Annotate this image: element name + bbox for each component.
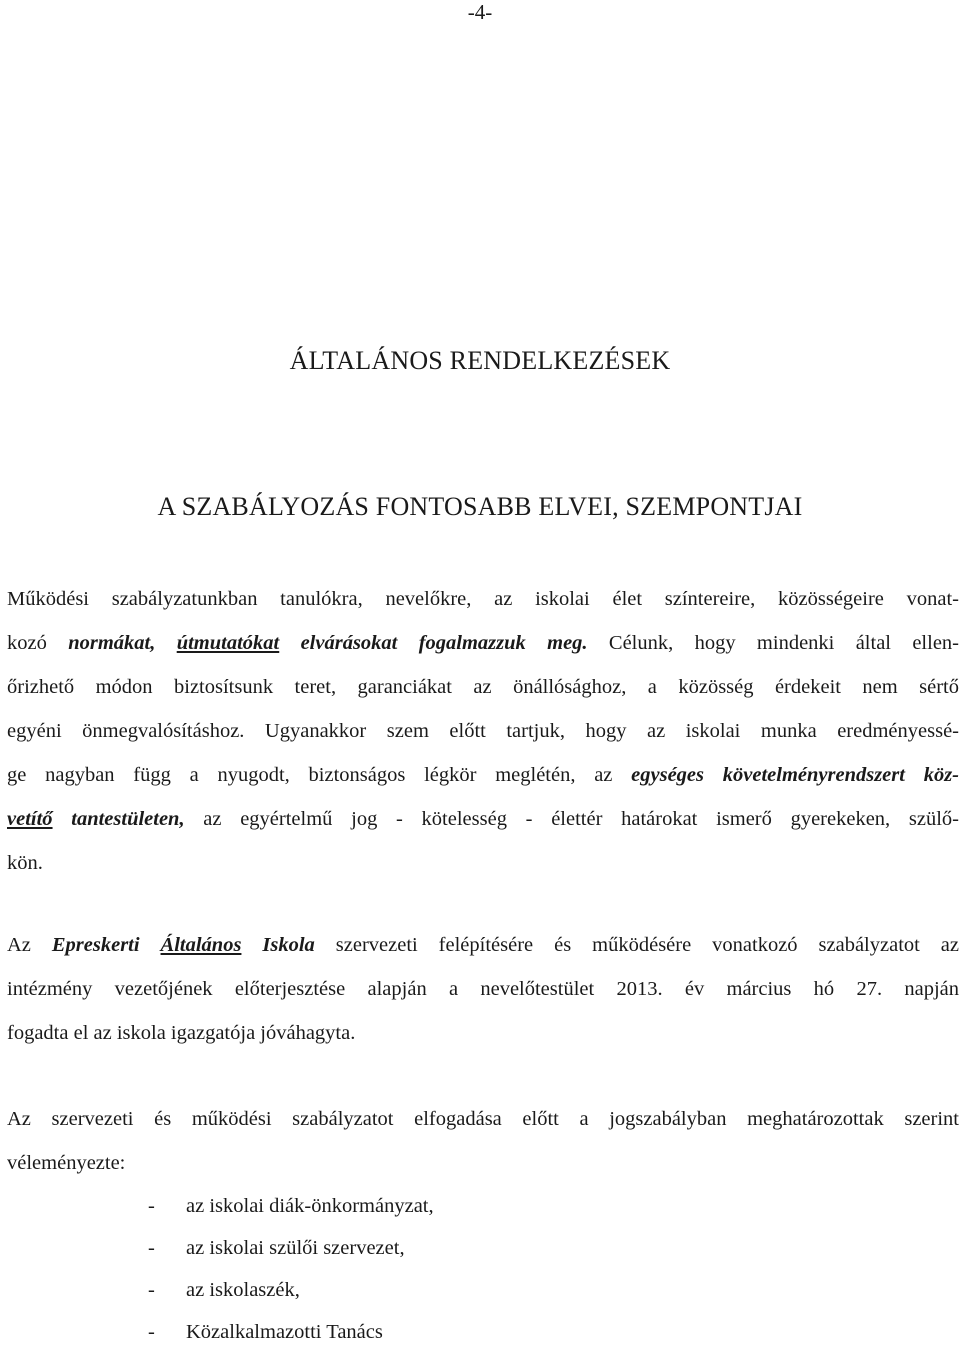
- paragraph-line: fogadta el az iskola igazgatója jóváhagyta.: [7, 1022, 356, 1044]
- text-run: szervezeti felépítésére és működésére vonatkozó szabályzatot az: [314, 934, 959, 956]
- paragraph-line: kön.: [7, 852, 43, 874]
- list-item: [148, 1275, 300, 1305]
- list-item-text: Közalkalmazotti Tanács: [186, 1321, 383, 1343]
- paragraph-line: egyéni önmegvalósításhoz. Ugyanakkor szem előtt tartjuk, hogy az iskolai munka eredményessé-: [7, 720, 959, 742]
- paragraph-line: intézmény vezetőjének előterjesztése alapján a nevelőtestület 2013. év március hó 27. napján: [7, 978, 959, 1000]
- paragraph-line: véleményezte:: [7, 1152, 126, 1174]
- main-heading: ÁLTALÁNOS RENDELKEZÉSEK: [289, 346, 671, 375]
- text-run: Célunk, hogy mindenki által ellen-: [587, 632, 960, 654]
- list-item-text: az iskolaszék,: [186, 1279, 300, 1301]
- emphasis-text: tantestületen,: [52, 808, 185, 830]
- text-run: Az: [7, 934, 52, 956]
- list-item: [148, 1191, 434, 1221]
- school-name-part: Iskola: [241, 934, 315, 956]
- list-dash: -: [148, 1237, 155, 1259]
- text-run: az egyértelmű jog - kötelesség - élettér határokat ismerő gyerekeken, szülő-: [184, 808, 959, 830]
- emphasis-underlined-text: útmutatókat: [176, 632, 280, 654]
- list-dash: -: [148, 1321, 155, 1343]
- list-item: [148, 1233, 405, 1263]
- list-item: [148, 1317, 383, 1347]
- school-name-part: Epreskerti: [51, 934, 140, 956]
- paragraph-line: [7, 760, 959, 790]
- paragraph-line: [7, 930, 959, 960]
- text-run: ge nagyban függ a nyugodt, biztonságos légkör meglétén, az: [7, 764, 632, 786]
- list-dash: -: [148, 1279, 155, 1301]
- emphasis-text: normákat,: [68, 632, 177, 654]
- paragraph-line: [7, 804, 959, 834]
- emphasis-underlined-text: vetítő: [7, 808, 53, 830]
- paragraph-line: Az szervezeti és működési szabályzatot elfogadása előtt a jogszabályban meghatározottak szerint: [7, 1108, 959, 1130]
- list-item-text: az iskolai szülői szervezet,: [186, 1237, 405, 1259]
- list-dash: -: [148, 1195, 155, 1217]
- paragraph-line: [7, 628, 959, 658]
- emphasis-text: egységes követelményrendszert köz-: [631, 764, 959, 786]
- text-run: kozó: [7, 632, 69, 654]
- school-name-part: Általános: [160, 934, 242, 956]
- sub-heading: A SZABÁLYOZÁS FONTOSABB ELVEI, SZEMPONTJAI: [157, 492, 803, 521]
- page-number: -4-: [467, 0, 493, 24]
- paragraph-line: őrizhető módon biztosítsunk teret, garanciákat az önállósághoz, a közösség érdekeit nem sértő: [7, 676, 959, 698]
- list-item-text: az iskolai diák-önkormányzat,: [186, 1195, 434, 1217]
- emphasis-text: elvárásokat fogalmazzuk meg.: [279, 632, 588, 654]
- paragraph-line: Működési szabályzatunkban tanulókra, nevelőkre, az iskolai élet színtereire, közösségeire vonat-: [7, 588, 959, 610]
